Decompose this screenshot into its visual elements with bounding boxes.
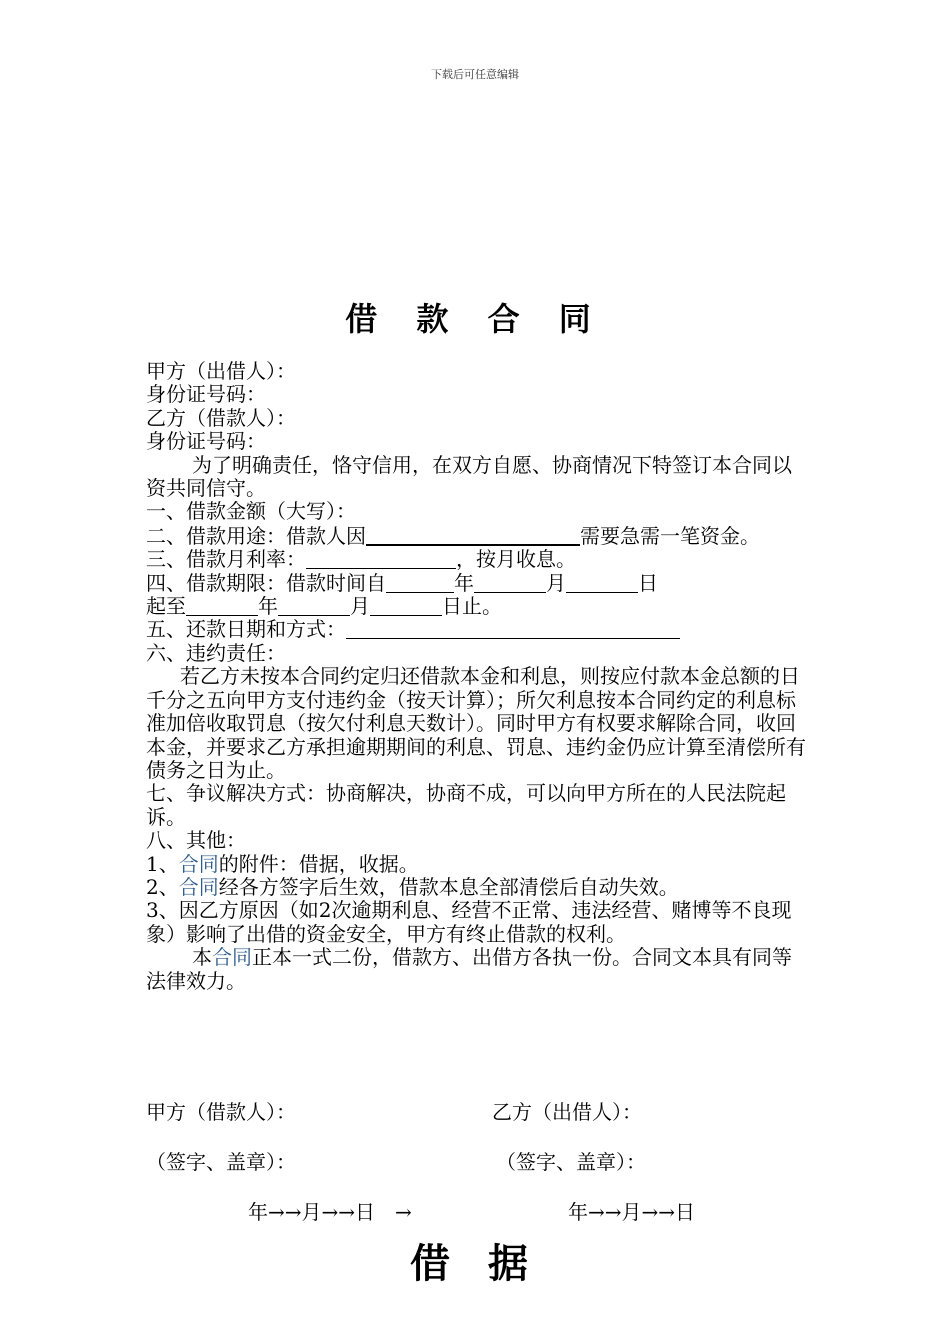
item-2-num: 2、 — [146, 874, 179, 899]
end-year-blank — [186, 595, 258, 616]
party-b-line: 乙方（借款人）： — [146, 405, 296, 430]
left-sign-label: （签字、盖章）： — [146, 1150, 296, 1174]
section-5 — [146, 618, 806, 641]
contract-link[interactable]: 合同 — [212, 945, 252, 970]
rate-blank — [306, 548, 456, 569]
item-1-num: 1、 — [146, 851, 179, 876]
receipt-title: 借 据 — [410, 1240, 540, 1287]
closing-text: 正本一式二份，借款方、出借方各执一份。合同文本具有同等法律效力。 — [146, 945, 792, 993]
end-year-label: 年 — [258, 594, 278, 619]
contract-title: 借 款 合 同 — [345, 300, 605, 338]
id-a-line: 身份证号码： — [146, 382, 266, 407]
section-4 — [146, 572, 806, 619]
section-2-tail: 需要急需一笔资金。 — [580, 523, 760, 548]
party-a-line: 甲方（出借人）： — [146, 359, 296, 383]
left-date-line: 年→→月→→日 → — [248, 1200, 412, 1224]
item-1-text: 的附件：借据，收据。 — [218, 851, 419, 876]
left-party-label: 甲方（借款人）： — [146, 1100, 296, 1124]
start-year-blank — [386, 572, 454, 593]
purpose-blank — [366, 524, 580, 546]
item-2-text: 经各方签字后生效，借款本息全部清偿后自动失效。 — [218, 874, 679, 899]
start-day-blank — [566, 572, 638, 593]
section-5-label: 五、还款日期和方式： — [146, 617, 346, 642]
section-6: 六、违约责任： — [146, 640, 286, 665]
section-4-end: 日止。 — [442, 594, 502, 619]
item-3: 3、因乙方原因（如2次逾期利息、经营不正常、违法经营、赌博等不良现象）影响了出借的资金安全，甲方有终止借款的权利。 — [146, 898, 792, 946]
closing-paragraph — [146, 946, 806, 993]
section-2 — [146, 524, 806, 548]
start-year-label: 年 — [454, 570, 474, 595]
right-sign-label: （签字、盖章）： — [496, 1150, 646, 1174]
end-month-blank — [278, 595, 350, 616]
end-day-blank — [370, 595, 442, 616]
start-month-blank — [474, 572, 546, 593]
intro-paragraph: 为了明确责任，恪守信用，在双方自愿、协商情况下特签订本合同以资共同信守。 — [146, 452, 792, 501]
section-3 — [146, 548, 806, 571]
contract-link[interactable]: 合同 — [178, 851, 219, 876]
section-3-tail: ，按月收息。 — [456, 547, 576, 572]
section-7: 七、争议解决方式：协商解决，协商不成，可以向甲方所在的人民法院起诉。 — [146, 781, 786, 829]
section-4-to: 起至 — [146, 594, 186, 619]
section-2-label: 二、借款用途：借款人因 — [146, 523, 366, 548]
start-day-label: 日 — [638, 570, 658, 595]
repayment-blank — [346, 618, 680, 639]
section-8: 八、其他： — [146, 828, 246, 853]
page-header: 下载后可任意编辑 — [431, 68, 519, 81]
section-1: 一、借款金额（大写）： — [146, 499, 356, 524]
right-date-line: 年→→月→→日 — [568, 1200, 696, 1224]
section-4-label: 四、借款期限：借款时间自 — [146, 570, 386, 595]
start-month-label: 月 — [546, 570, 566, 595]
section-3-label: 三、借款月利率： — [146, 547, 306, 572]
closing-start: 本 — [192, 945, 212, 970]
id-b-line: 身份证号码： — [146, 429, 266, 454]
contract-link[interactable]: 合同 — [178, 874, 219, 899]
section-6-body: 若乙方未按本合同约定归还借款本金和利息，则按应付款本金总额的日千分之五向甲方支付违约金（按天计算）；所欠利息按本合同约定的利息标准加倍收取罚息（按欠付利息天数计）。同时甲方有权要求解除合同，收回本金，并要求乙方承担逾期期间的利息、罚息、违约金仍应计算至清偿所有债务之日为止。 — [146, 664, 806, 782]
contract-body — [146, 360, 806, 993]
right-party-label: 乙方（出借人）： — [492, 1100, 642, 1124]
item-1 — [146, 853, 806, 876]
end-month-label: 月 — [350, 594, 370, 619]
item-2 — [146, 876, 806, 899]
